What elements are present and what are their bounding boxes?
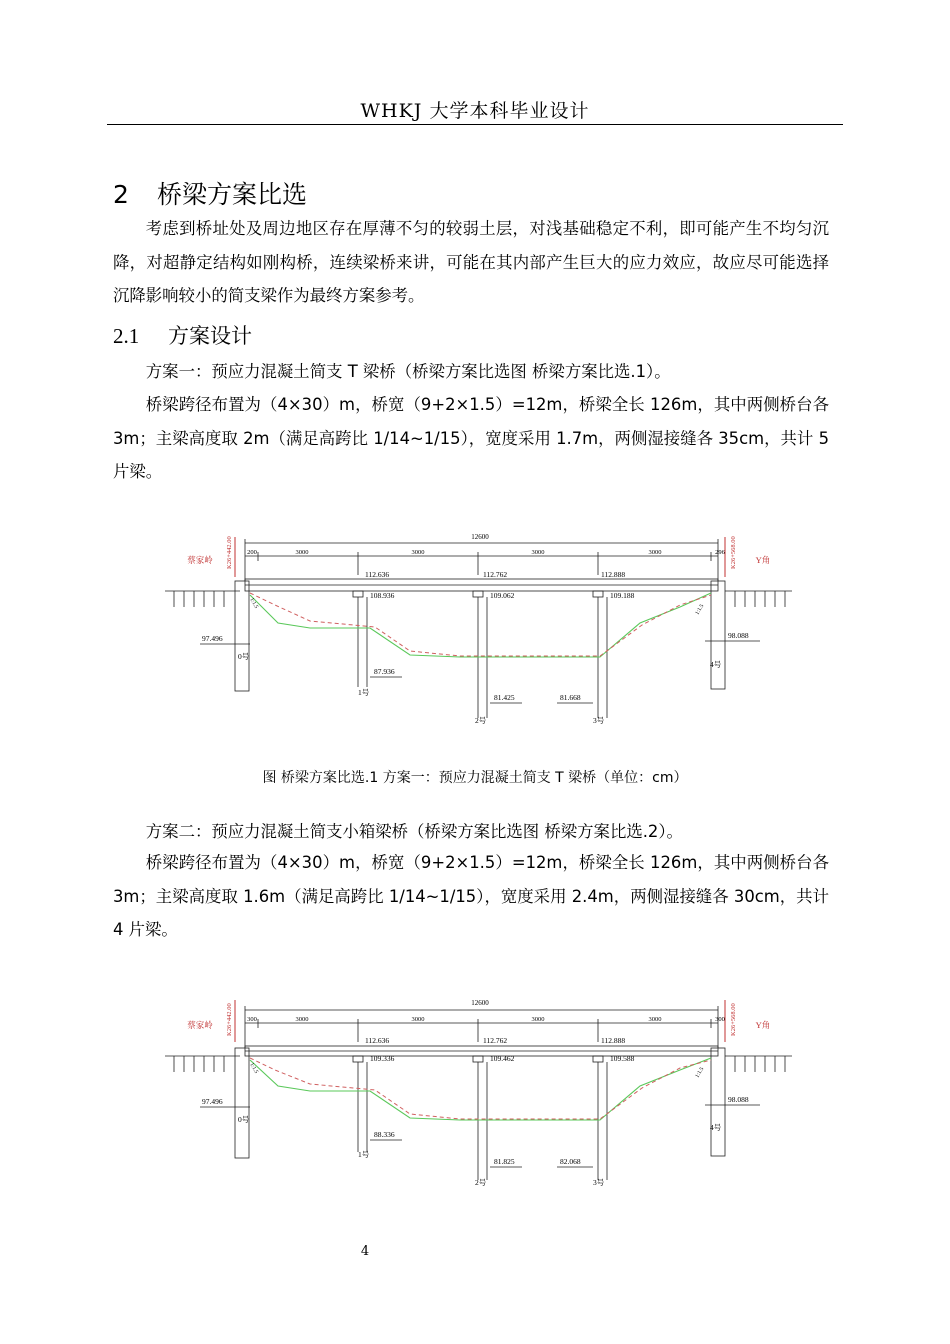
left-station-label: K26+442.00 [226, 1003, 233, 1036]
left-end-length-label: 200 [247, 549, 257, 556]
deck-level-label: 112.636 [365, 570, 390, 579]
cap-level-label: 108.936 [370, 591, 395, 600]
pile-tip-level-label: 81.425 [494, 693, 515, 702]
slope-label: 1:1.5 [248, 597, 260, 610]
pier-number-label: 4号 [710, 1123, 722, 1132]
subsection-title: 方案设计 [168, 324, 252, 348]
pile-tip-level-label: 81.668 [560, 693, 581, 702]
page-number: 4 [360, 1244, 370, 1259]
span-1-length-label: 3000 [295, 549, 309, 556]
span-4-length-label: 3000 [648, 549, 662, 556]
total-length-label: 12600 [471, 533, 489, 541]
span-1-length-label: 3000 [295, 1016, 309, 1023]
section-heading [113, 175, 307, 211]
scheme2-title: 方案二：预应力混凝土简支小箱梁桥（桥梁方案比选图 桥梁方案比选.2）。 [145, 822, 683, 841]
abutment-level-label: 98.088 [728, 631, 749, 640]
cap-level-label: 109.336 [370, 1054, 395, 1063]
abutment-level-label: 97.496 [202, 1097, 223, 1106]
span-2-length-label: 3000 [411, 549, 425, 556]
deck-level-label: 112.888 [601, 570, 626, 579]
right-station-label: K26+568.00 [730, 536, 737, 569]
scheme2-description: 桥梁跨径布置为（4×30）m，桥宽（9+2×1.5）=12m，桥梁全长 126m，其中两侧桥台各 3m；主梁高度取 1.6m（满足高跨比 1/14~1/15），宽度采用 2.4m，两侧湿接缝各 30cm，共计 4 片梁。 [113, 853, 829, 939]
pier-number-label: 3号 [593, 1178, 605, 1187]
abutment-level-label: 98.088 [728, 1095, 749, 1104]
span-2-length-label: 3000 [411, 1016, 425, 1023]
pile-tip-level-label: 88.336 [374, 1130, 395, 1139]
subsection-number: 2.1 [113, 324, 140, 348]
intro-paragraph: 考虑到桥址处及周边地区存在厚薄不匀的较弱土层，对浅基础稳定不利，即可能产生不均匀沉降，对超静定结构如刚构桥，连续梁桥来讲，可能在其内部产生巨大的应力效应，故应尽可能选择沉降影响较小的简支梁作为最终方案参考。 [113, 219, 829, 305]
pier-number-label: 1号 [358, 688, 370, 697]
section-number: 2 [113, 180, 129, 209]
cap-level-label: 109.462 [490, 1054, 515, 1063]
deck-level-label: 112.762 [483, 1036, 508, 1045]
pile-tip-level-label: 82.068 [560, 1157, 581, 1166]
slope-label: 1:1.5 [694, 1066, 706, 1079]
pile-tip-level-label: 87.936 [374, 667, 395, 676]
deck-level-label: 112.636 [365, 1036, 390, 1045]
scheme1-description: 桥梁跨径布置为（4×30）m，桥宽（9+2×1.5）=12m，桥梁全长 126m，其中两侧桥台各 3m；主梁高度取 2m（满足高跨比 1/14~1/15），宽度采用 1.7m，两侧湿接缝各 35cm，共计 5 片梁。 [113, 395, 830, 481]
slope-label: 1:1.5 [248, 1062, 260, 1075]
left-station-label: K26+442.00 [226, 536, 233, 569]
scheme1-title: 方案一：预应力混凝土简支 T 梁桥（桥梁方案比选图 桥梁方案比选.1）。 [145, 362, 671, 381]
page-header: WHKJ 大学本科毕业设计 [360, 100, 590, 122]
cap-level-label: 109.188 [610, 591, 635, 600]
span-4-length-label: 3000 [648, 1016, 662, 1023]
span-3-length-label: 3000 [531, 1016, 545, 1023]
right-end-length-label: 300 [715, 1016, 725, 1023]
bridge-elevation-figure-2 [160, 992, 800, 1202]
pier-number-label: 4号 [710, 660, 722, 669]
abutment-level-label: 97.496 [202, 634, 223, 643]
pier-number-label: 0号 [238, 1115, 250, 1124]
cap-level-label: 109.062 [490, 591, 515, 600]
section-title: 桥梁方案比选 [157, 180, 308, 209]
pile-tip-level-label: 81.825 [494, 1157, 515, 1166]
left-place-label: 蔡家岭 [187, 555, 213, 565]
total-length-label: 12600 [471, 999, 489, 1007]
deck-level-label: 112.888 [601, 1036, 626, 1045]
left-place-label: 蔡家岭 [187, 1020, 213, 1030]
right-station-label: K26+568.00 [730, 1003, 737, 1036]
slope-label: 1:1.5 [694, 603, 706, 616]
right-place-label: Y角 [755, 1020, 771, 1030]
bridge-elevation-figure-1 [160, 525, 800, 735]
pier-number-label: 1号 [358, 1150, 370, 1159]
pier-number-label: 2号 [475, 716, 487, 725]
pier-number-label: 2号 [475, 1178, 487, 1187]
pier-number-label: 3号 [593, 716, 605, 725]
pier-number-label: 0号 [238, 652, 250, 661]
deck-level-label: 112.762 [483, 570, 508, 579]
header-rule [107, 124, 843, 125]
subsection-heading [113, 320, 252, 350]
right-end-length-label: 296 [715, 549, 725, 556]
right-place-label: Y角 [755, 555, 771, 565]
span-3-length-label: 3000 [531, 549, 545, 556]
figure1-caption: 图 桥梁方案比选.1 方案一：预应力混凝土简支 T 梁桥（单位：cm） [262, 770, 688, 786]
cap-level-label: 109.588 [610, 1054, 635, 1063]
left-end-length-label: 300 [247, 1016, 257, 1023]
